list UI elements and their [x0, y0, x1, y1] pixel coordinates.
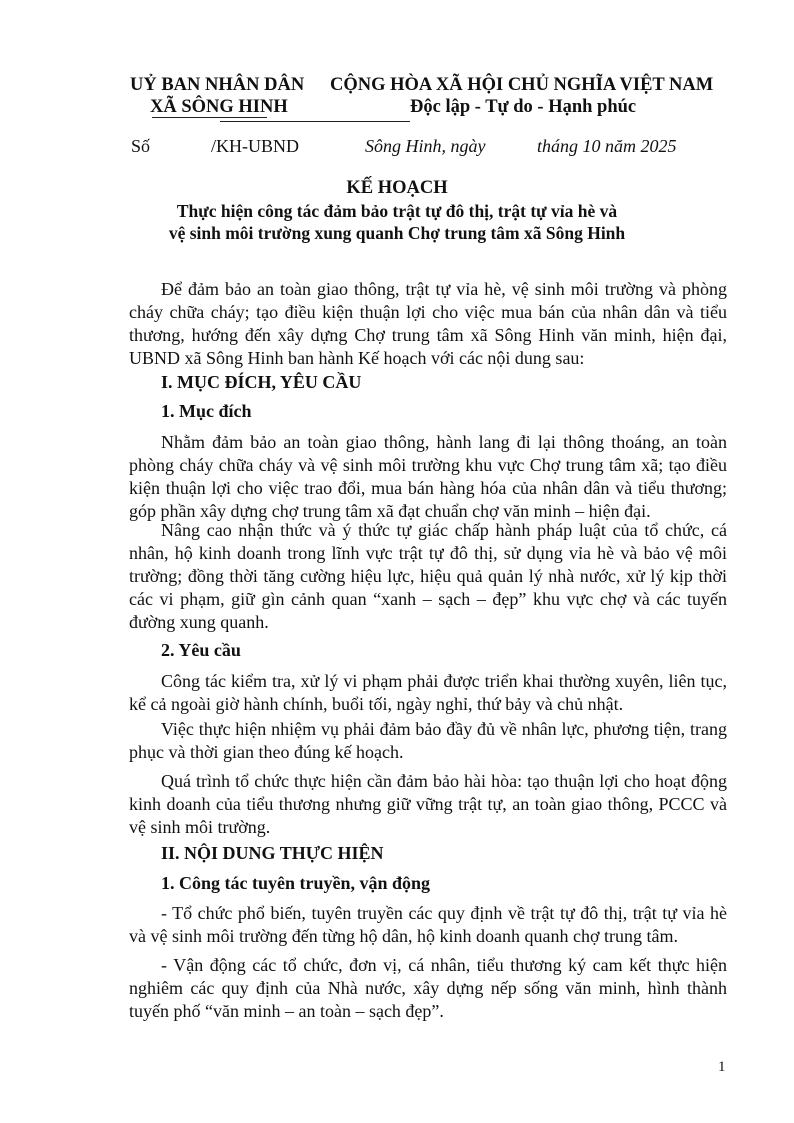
agency-underline — [152, 117, 267, 118]
requirement-paragraph-1: Công tác kiểm tra, xử lý vi phạm phải được triển khai thường xuyên, liên tục, kể cả ngoài giờ hành chính, buổi tối, ngày nghỉ, thứ bảy và chủ nhật. — [129, 671, 727, 714]
subsection-heading-purpose: 1. Mục đích — [161, 401, 252, 421]
section-heading-2: II. NỘI DUNG THỰC HIỆN — [161, 843, 384, 863]
propaganda-item-1: - Tổ chức phổ biến, tuyên truyền các quy định về trật tự đô thị, trật tự vỉa hè và vệ sinh môi trường đến từng hộ dân, hộ kinh doanh quanh chợ trung tâm. — [129, 903, 727, 946]
purpose-paragraph-2: Nâng cao nhận thức và ý thức tự giác chấp hành pháp luật của tổ chức, cá nhân, hộ kinh doanh trong lĩnh vực trật tự đô thị, sử dụng vỉa hè và bảo vệ môi trường; đồng thời tăng cường hiệu lực, hiệu quả quản lý nhà nước, xử lý kịp thời các vi phạm, giữ gìn cảnh quan “xanh – sạch – đẹp” khu vực chợ và các tuyến đường xung quanh. — [129, 520, 727, 632]
motto-underline — [220, 121, 410, 122]
national-motto: Độc lập - Tự do - Hạnh phúc — [410, 97, 637, 117]
subsection-heading-propaganda: 1. Công tác tuyên truyền, vận động — [161, 873, 431, 893]
subsection-heading-requirements: 2. Yêu cầu — [161, 640, 241, 660]
agency-name: UỶ BAN NHÂN DÂN — [130, 75, 305, 95]
document-subtitle-line2: vệ sinh môi trường xung quanh Chợ trung tâm xã Sông Hinh — [168, 223, 626, 243]
document-number-code: /KH-UBND — [211, 136, 299, 156]
document-subtitle-line1: Thực hiện công tác đảm bảo trật tự đô thị, trật tự vỉa hè và — [176, 201, 618, 221]
intro-paragraph: Để đảm bảo an toàn giao thông, trật tự vỉa hè, vệ sinh môi trường và phòng cháy chữa cháy; tạo điều kiện thuận lợi cho việc mua bán của nhân dân và tiểu thương, hướng đến xây dựng Chợ trung tâm xã Sông Hinh văn minh, hiện đại, UBND xã Sông Hinh ban hành Kế hoạch với các nội dung sau: — [129, 279, 727, 368]
page-number: 1 — [718, 1059, 726, 1075]
document-type: KẾ HOẠCH — [346, 178, 448, 198]
requirement-paragraph-2: Việc thực hiện nhiệm vụ phải đảm bảo đầy đủ về nhân lực, phương tiện, trang phục và thời gian theo đúng kế hoạch. — [129, 719, 727, 762]
place-date-prefix: Sông Hinh, ngày — [365, 136, 486, 156]
purpose-paragraph-1: Nhằm đảm bảo an toàn giao thông, hành lang đi lại thông thoáng, an toàn phòng cháy chữa cháy và vệ sinh môi trường khu vực Chợ trung tâm xã; tạo điều kiện thuận lợi cho việc trao đổi, mua bán hàng hóa của nhân dân và tiểu thương; góp phần xây dựng chợ trung tâm xã đạt chuẩn chợ văn minh – hiện đại. — [129, 432, 727, 521]
place-date-suffix: tháng 10 năm 2025 — [537, 136, 677, 156]
section-heading-1: I. MỤC ĐÍCH, YÊU CẦU — [161, 372, 362, 392]
requirement-paragraph-3: Quá trình tổ chức thực hiện cần đảm bảo hài hòa: tạo thuận lợi cho hoạt động kinh doanh của tiểu thương nhưng giữ vững trật tự, an toàn giao thông, PCCC và vệ sinh môi trường. — [129, 771, 727, 837]
document-number-label: Số — [131, 136, 151, 156]
national-title: CỘNG HÒA XÃ HỘI CHỦ NGHĨA VIỆT NAM — [330, 75, 714, 95]
propaganda-item-2: - Vận động các tổ chức, đơn vị, cá nhân, tiểu thương ký cam kết thực hiện nghiêm các quy định của Nhà nước, xây dựng nếp sống văn minh, hình thành tuyến phố “văn minh – an toàn – sạch đẹp”. — [129, 955, 727, 1021]
agency-commune: XÃ SÔNG HINH — [150, 97, 288, 117]
